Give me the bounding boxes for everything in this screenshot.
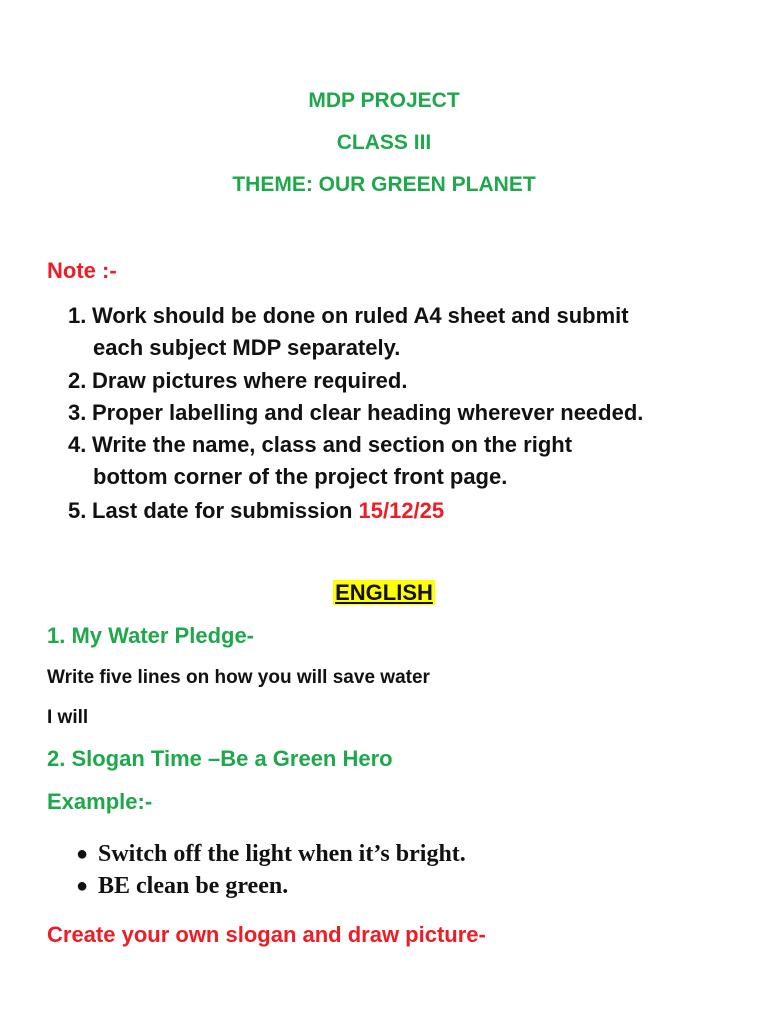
- note-item-1: [68, 300, 629, 364]
- note-item-number: 2.: [68, 368, 87, 393]
- note-item-text-continued: each subject MDP separately.: [93, 335, 401, 360]
- bullet-icon: ●: [76, 875, 89, 897]
- note-item-number: 1.: [68, 303, 87, 328]
- question-1-starter: I will: [47, 707, 89, 728]
- project-title: MDP PROJECT: [308, 89, 460, 112]
- bullet-icon: ●: [76, 843, 89, 865]
- note-item-3: [68, 397, 643, 429]
- submission-date: 15/12/25: [358, 498, 445, 523]
- example-label: Example:-: [47, 789, 153, 814]
- list-item: [76, 870, 466, 902]
- english-section-header: [0, 580, 768, 606]
- note-item-text: Proper labelling and clear heading wherever needed.: [92, 400, 644, 425]
- list-item: [76, 838, 466, 870]
- note-item-number: 5.: [68, 498, 87, 523]
- slogan-task: Create your own slogan and draw picture-: [47, 922, 486, 947]
- example-slogan: BE clean be green.: [98, 873, 289, 899]
- note-item-number: 4.: [68, 432, 87, 457]
- note-item-text-continued: bottom corner of the project front page.: [93, 464, 508, 489]
- example-list: [76, 838, 466, 902]
- theme-title: THEME: OUR GREEN PLANET: [232, 173, 536, 196]
- note-item-text: Write the name, class and section on the right: [92, 432, 573, 457]
- class-title: CLASS III: [336, 131, 432, 154]
- note-item-text: Draw pictures where required.: [92, 368, 408, 393]
- note-item-4: [68, 429, 572, 493]
- note-item-2: [68, 365, 407, 397]
- question-1-instruction: Write five lines on how you will save water: [47, 667, 430, 688]
- note-item-5: [68, 495, 444, 527]
- example-slogan: Switch off the light when it’s bright.: [98, 841, 466, 867]
- question-2-title: 2. Slogan Time –Be a Green Hero: [47, 746, 393, 771]
- english-label: ENGLISH: [335, 580, 433, 605]
- note-label: Note :-: [47, 258, 117, 283]
- note-item-text: Work should be done on ruled A4 sheet and submit: [92, 303, 629, 328]
- note-item-text: Last date for submission: [92, 498, 359, 523]
- question-1-title: 1. My Water Pledge-: [47, 623, 255, 648]
- note-item-number: 3.: [68, 400, 87, 425]
